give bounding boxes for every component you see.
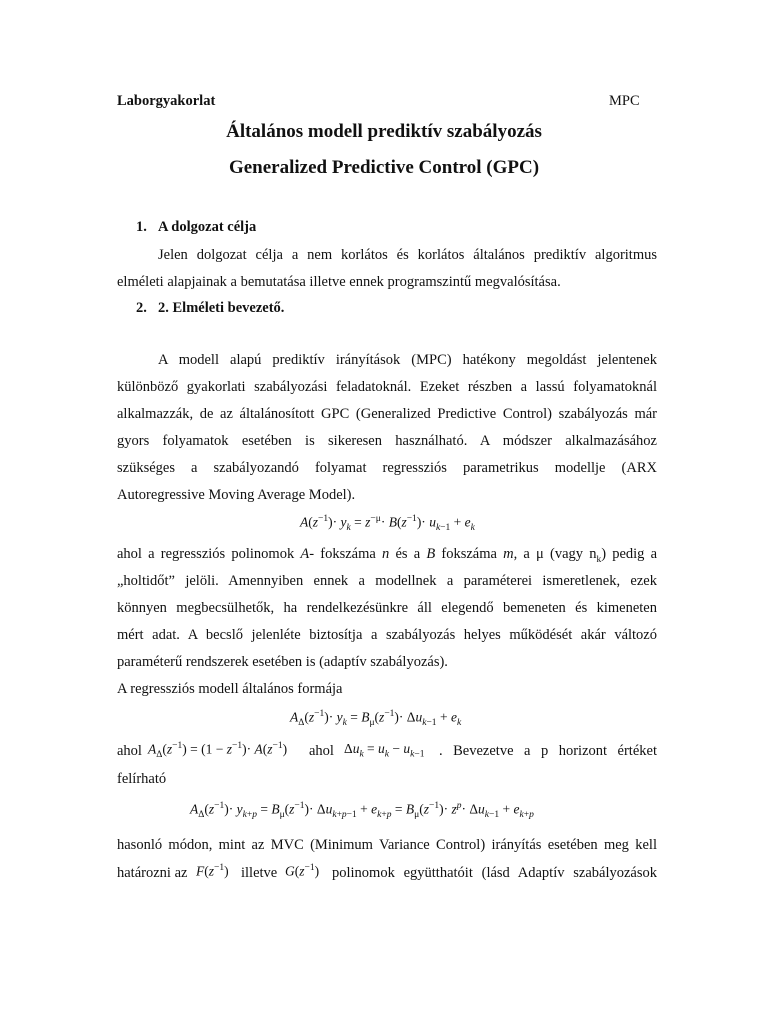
- header-left: Laborgyakorlat: [117, 93, 216, 109]
- para4-ahol-1: ahol: [117, 743, 142, 759]
- para3-line6: A regressziós modell általános formája: [117, 681, 343, 697]
- para5-line1: hasonló módon, mint az MVC (Minimum Variance Control) irányítás esetében meg kell: [117, 837, 657, 853]
- para2-line2: különböző gyakorlati szabályozási feladatoknál. Ezeket részben a lassú folyamatoknál: [117, 379, 657, 395]
- section-1-number: 1.: [136, 219, 147, 235]
- section-1-title: A dolgozat célja: [158, 219, 257, 235]
- para1-line1: Jelen dolgozat célja a nem korlátos és korlátos általános prediktív algoritmus: [158, 247, 657, 263]
- para3-line4: mért adat. A becslő jelenléte biztosítja a szabályozás helyes működését akár változó: [117, 627, 657, 643]
- equation-arx: $A(z^{-1})\cdot y_k = z^{-\mu}\cdot B(z^{-1})\cdot u_{k-1} + e_k$: [300, 514, 475, 534]
- equation-F: $F(z^{-1})$: [196, 863, 229, 879]
- equation-delta-u: $\Delta u_k = u_k - u_{k-1}$: [344, 741, 425, 760]
- para3-line3: könnyen megbecsülhetők, ha rendelkezésünkre áll elegendő bemeneten és kimeneten: [117, 600, 657, 616]
- para1-line2: elméleti alapjainak a bemutatása illetve ennek programszintű megvalósítása.: [117, 274, 561, 290]
- title-english: Generalized Predictive Control (GPC): [228, 157, 540, 178]
- para5-line2-start: határozni az: [117, 865, 188, 881]
- title-hungarian: Általános modell prediktív szabályozás: [226, 121, 542, 142]
- section-2-number: 2.: [136, 300, 147, 316]
- para2-line1: A modell alapú prediktív irányítások (MPC) hatékony megoldást jelentenek: [158, 352, 657, 368]
- equation-general-form: $A_\Delta(z^{-1})\cdot y_k = B_\mu(z^{-1})\cdot \Delta u_{k-1} + e_k$: [290, 709, 462, 729]
- para2-line3: alkalmazzák, de az általánosított GPC (Generalized Predictive Control) szabályozás már: [117, 406, 657, 422]
- para3-line1: ahol a regressziós polinomok A- fokszáma n és a B fokszáma m, a μ (vagy $n_k$) pedig a: [117, 546, 658, 565]
- para4-line2: felírható: [117, 771, 167, 787]
- para2-line5: szükséges a szabályozandó folyamat regressziós parametrikus modellje (ARX: [117, 460, 657, 476]
- para3-line2: „holtidőt” jelöli. Amennyiben ennek a modellnek a paraméterei ismeretlenek, ezek: [117, 573, 657, 589]
- para2-line6: Autoregressive Moving Average Model).: [117, 487, 356, 503]
- equation-G: $G(z^{-1})$: [285, 863, 320, 879]
- para2-line4: gyors folyamatok esetében is sikeresen használható. A módszer alkalmazásához: [117, 433, 657, 449]
- para4-ahol-2: ahol: [309, 743, 334, 759]
- para5-line2-end: polinomok együtthatóit (lásd Adaptív szabályozások: [332, 865, 657, 881]
- para5-line2-illetve: illetve: [241, 865, 278, 881]
- para4-line1-tail: . Bevezetve a p horizont értéket: [439, 743, 657, 759]
- equation-prediction: $A_\Delta(z^{-1})\cdot y_{k+p} = B_\mu(z^{-1})\cdot \Delta u_{k+p-1} + e_{k+p} = B_\mu(z^{-1})\cdot z^p\cdot \Delta u_{k-1} + e_{k+p}$: [190, 801, 534, 821]
- section-2-title: 2. Elméleti bevezető.: [158, 300, 285, 316]
- para3-line5: paraméterű rendszerek esetében is (adaptív szabályozás).: [117, 654, 448, 670]
- equation-a-delta: $A_\Delta(z^{-1}) = (1 - z^{-1})\cdot A(z^{-1})$: [148, 741, 288, 761]
- header-right: MPC: [609, 93, 640, 109]
